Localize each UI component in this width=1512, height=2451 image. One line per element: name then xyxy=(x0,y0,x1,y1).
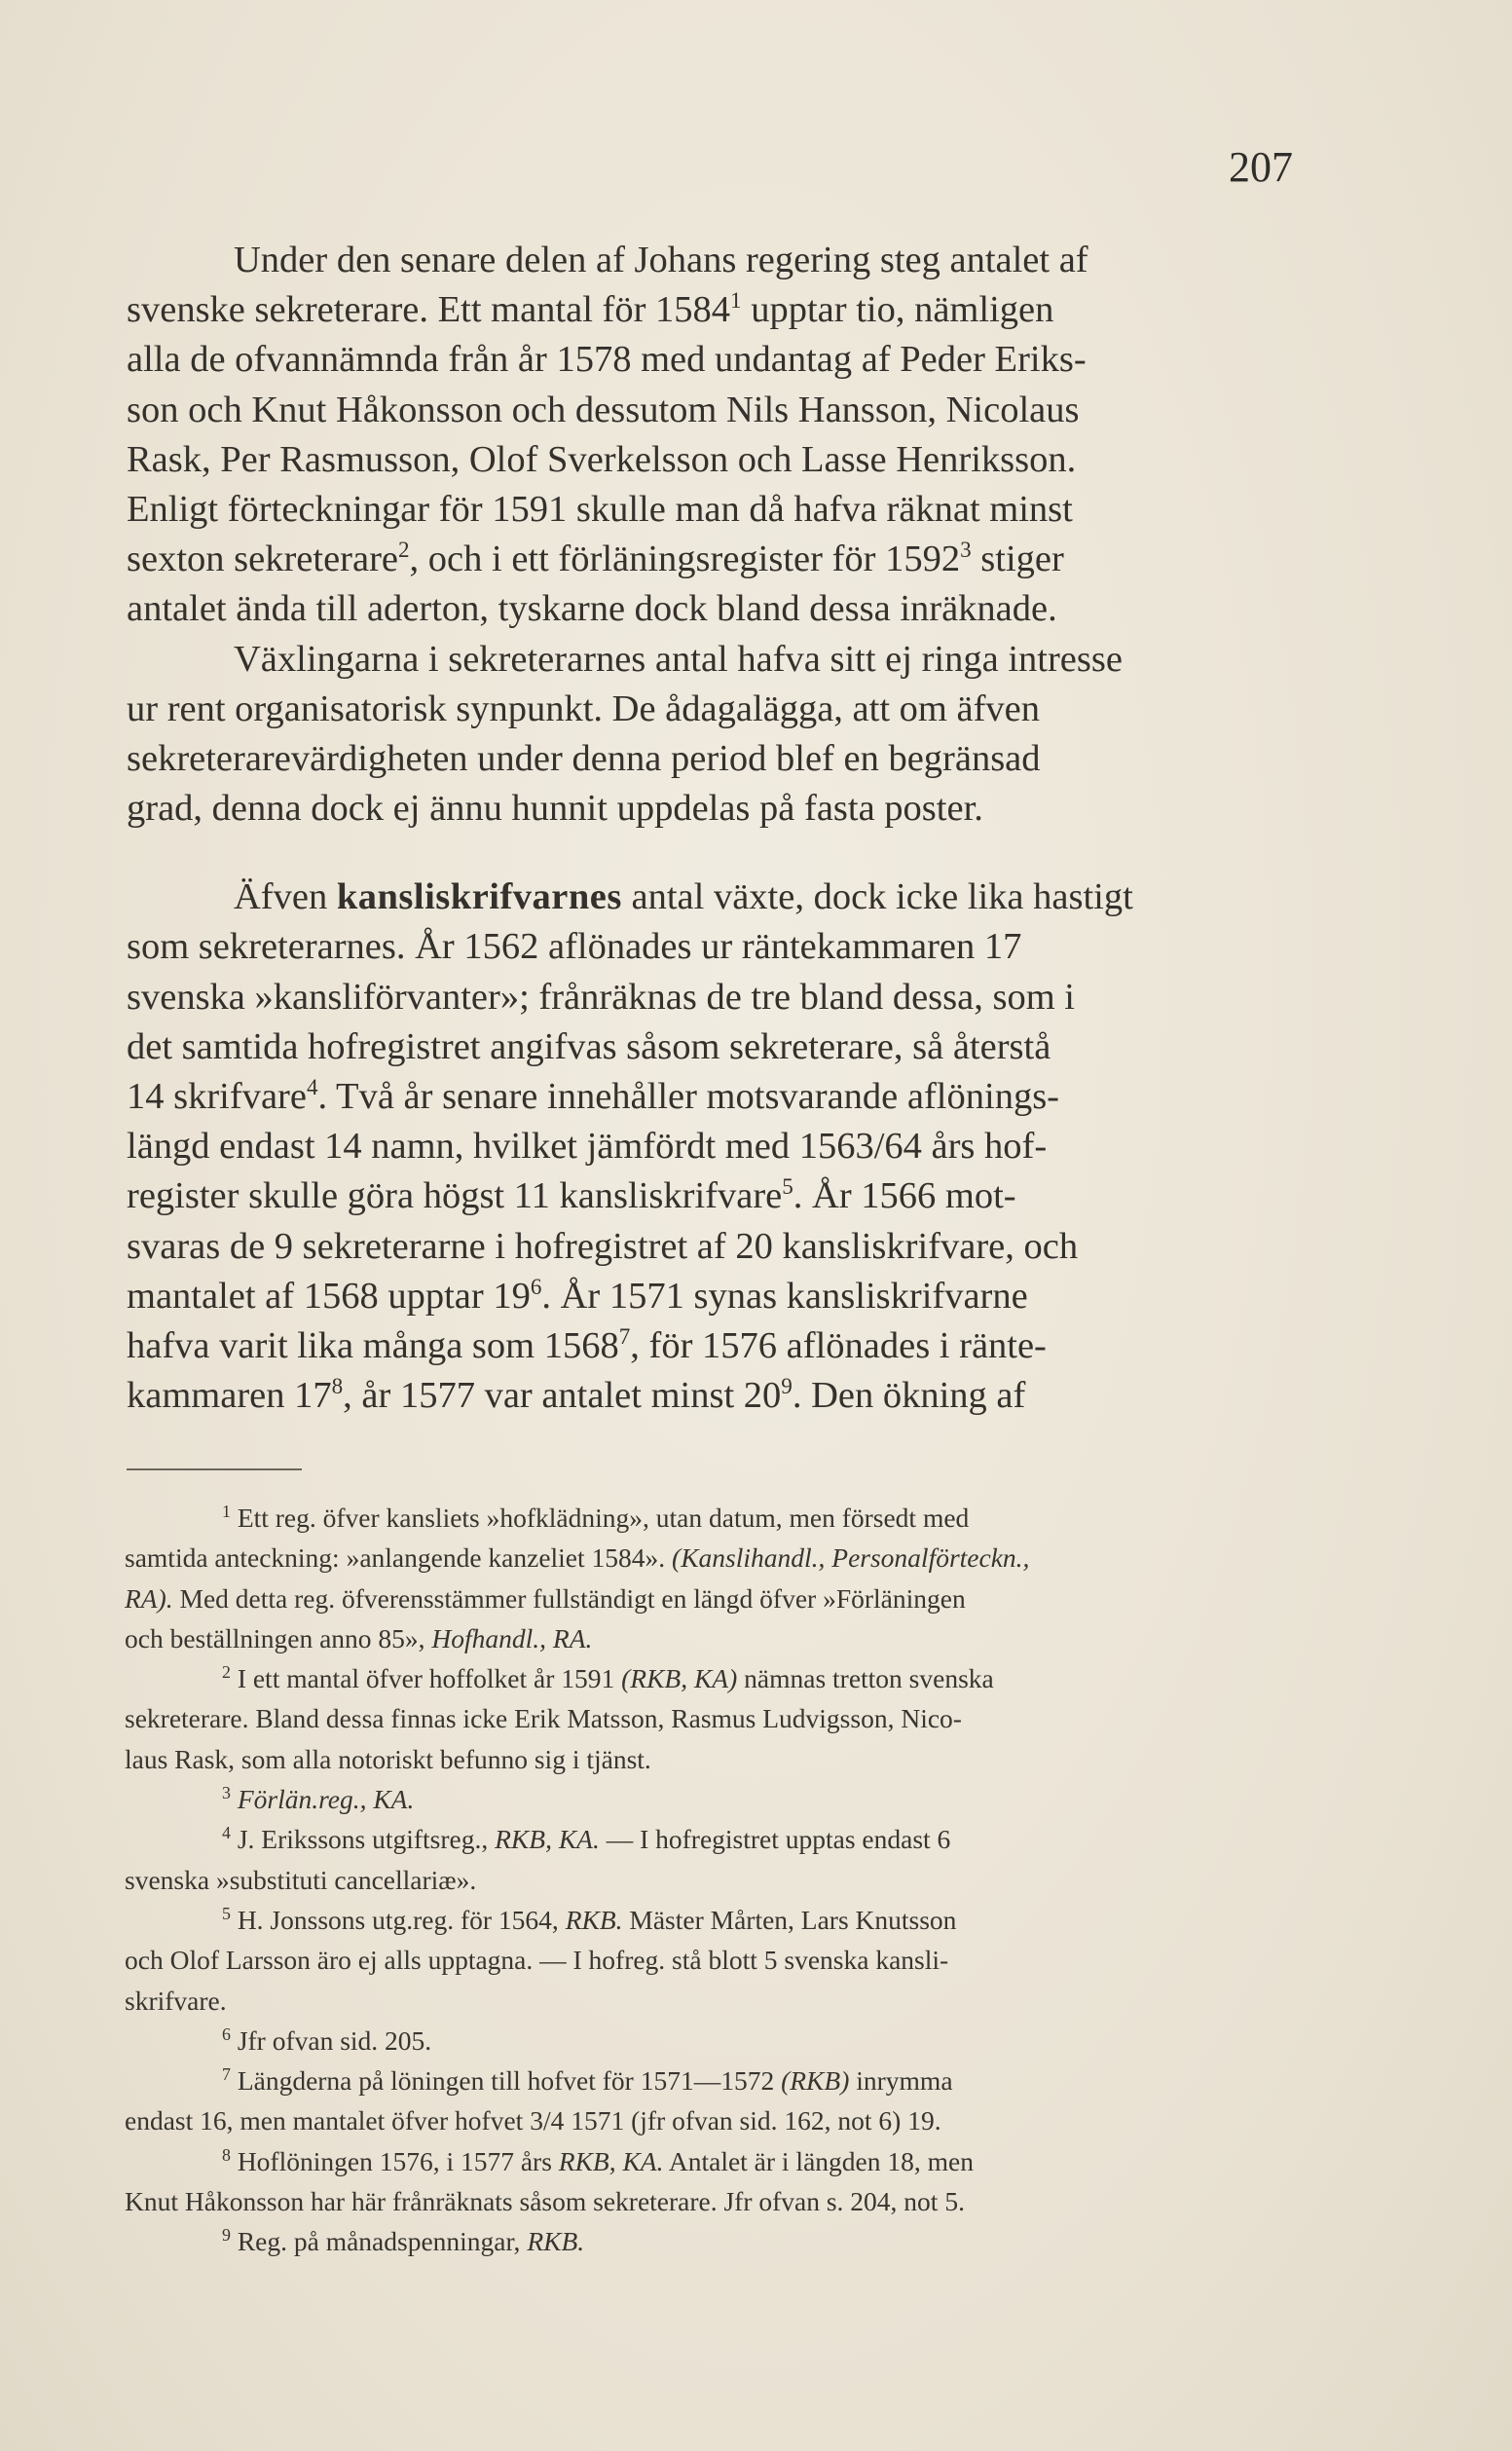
footnote-divider xyxy=(127,1468,302,1470)
text-line: Under den senare delen af Johans regering steg antalet af xyxy=(234,240,1088,280)
footnote-number: 8 xyxy=(222,2144,231,2165)
text-line: grad, denna dock ej ännu hunnit uppdelas på fasta poster. xyxy=(127,788,983,830)
footnote-number: 1 xyxy=(222,1501,231,1521)
footnote-ref: 8 xyxy=(331,1373,344,1399)
text-line: Rask, Per Rasmusson, Olof Sverkelsson och Lasse Henriksson. xyxy=(127,438,1077,480)
footnote-ref: 9 xyxy=(781,1373,793,1399)
footnote-line: $^8$ Hoflöningen 1576, i 1577 års RKB, KA. Antalet är i längden 18, men xyxy=(222,2144,974,2176)
footnote-line: och Olof Larsson äro ej alls upptagna. — I hofreg. stå blott 5 svenska kansli- xyxy=(125,1945,949,1976)
footnotes xyxy=(125,1498,1337,2262)
footnote-ref: 7 xyxy=(618,1323,631,1350)
footnote-ref: 3 xyxy=(960,537,972,563)
footnote-line: svenska »substituti cancellariæ». xyxy=(125,1864,477,1895)
text-line: register skulle göra högst 11 kansliskrifvare$^5$. År 1566 mot- xyxy=(127,1173,1016,1217)
fraction: 3/4 xyxy=(530,2105,565,2136)
footnote-ref: 5 xyxy=(782,1173,793,1200)
text-line: sekreterarevärdigheten under denna period blef en begränsad xyxy=(127,737,1041,779)
text-line: sexton sekreterare$^2$, och i ett förläningsregister för 1592$^3$ stiger xyxy=(127,537,1064,580)
footnote-number: 4 xyxy=(222,1823,231,1843)
main-text xyxy=(127,236,1334,1421)
text-line: det samtida hofregistret angifvas såsom sekreterare, så återstå xyxy=(127,1025,1051,1067)
footnote-line: $^3$ Förlän.reg., KA. xyxy=(222,1782,415,1815)
footnote-number: 9 xyxy=(222,2225,231,2246)
footnote-line: $^7$ Längderna på löningen till hofvet för 1571—1572 (RKB) inrymma xyxy=(222,2064,953,2097)
text-line: hafva varit lika många som 1568$^7$, för 1576 aflönades i ränte- xyxy=(127,1323,1047,1366)
footnote-line: skrifvare. xyxy=(125,1985,227,2016)
footnote-number: 3 xyxy=(222,1782,231,1802)
footnote-ref: 2 xyxy=(397,537,410,563)
footnote-line: sekreterare. Bland dessa finnas icke Erik Matsson, Rasmus Ludvigsson, Nico- xyxy=(125,1703,962,1734)
text-line: längd endast 14 namn, hvilket jämfördt med 1563/64 års hof- xyxy=(127,1126,1048,1168)
footnote-ref: 1 xyxy=(730,287,742,314)
footnote-number: 2 xyxy=(222,1662,231,1683)
text-line: kammaren $17^8$, år 1577 var antalet minst $20^9$. Den ökning af xyxy=(127,1373,1026,1417)
footnote-line: RA). Med detta reg. öfverensstämmer fullständigt en längd öfver »Förläningen xyxy=(125,1582,966,1614)
text-line: son och Knut Håkonsson och dessutom Nils Hansson, Nicolaus xyxy=(127,389,1080,430)
footnote-line: $^2$ I ett mantal öfver hoffolket år 1591 (RKB, KA) nämnas tretton svenska xyxy=(222,1662,994,1694)
footnote-number: 5 xyxy=(222,1903,231,1923)
footnote-ref: 4 xyxy=(306,1074,318,1100)
footnote-line: Knut Håkonsson har här frånräknats såsom sekreterare. Jfr ofvan s. 204, not 5. xyxy=(125,2186,965,2217)
footnote-line: $^1$ Ett reg. öfver kansliets »hofklädning», utan datum, men försedt med xyxy=(222,1501,970,1533)
footnote-number: 7 xyxy=(222,2064,231,2084)
footnote-line: och beställningen anno 85», Hofhandl., RA. xyxy=(125,1622,593,1653)
footnote-ref: 6 xyxy=(530,1273,542,1299)
footnote-line: endast 16, men mantalet öfver hofvet 3/4 1571 (jfr ofvan sid. 162, not 6) 19. xyxy=(125,2105,941,2136)
footnote-line: $^9$ Reg. på månadspenningar, RKB. xyxy=(222,2225,585,2257)
text-line: 14 skrifvare$^4$. Två år senare innehåller motsvarande aflönings- xyxy=(127,1074,1060,1117)
text-line: alla de ofvannämnda från år 1578 med undantag af Peder Eriks- xyxy=(127,339,1087,381)
text-line: svaras de 9 sekreterarne i hofregistret af 20 kansliskrifvare, och xyxy=(127,1225,1079,1267)
footnote-line: $^6$ Jfr ofvan sid. 205. xyxy=(222,2024,432,2056)
footnote-line: $^5$ H. Jonssons utg.reg. för 1564, RKB. Mäster Mårten, Lars Knutsson xyxy=(222,1903,957,1935)
footnote-line: samtida anteckning: »anlangende kanzeliet 1584». (Kanslihandl., Personalförteckn., xyxy=(125,1542,1030,1574)
text-line: som sekreterarnes. År 1562 aflönades ur räntekammaren 17 xyxy=(127,926,1022,968)
emphasis-term: kansliskrifvarnes xyxy=(336,876,622,918)
text-line: Äfven kansliskrifvarnes antal växte, dock icke lika hastigt xyxy=(234,876,1133,918)
paragraph-gap xyxy=(127,834,1334,873)
text-line: ur rent organisatorisk synpunkt. De ådagalägga, att om äfven xyxy=(127,687,1040,729)
footnote-number: 6 xyxy=(222,2024,231,2044)
text-line: Enligt förteckningar för 1591 skulle man då hafva räknat minst xyxy=(127,488,1073,530)
page-number: 207 xyxy=(1229,143,1293,191)
text-line: Växlingarna i sekreterarnes antal hafva sitt ej ringa intresse xyxy=(234,638,1123,680)
footnote-line: laus Rask, som alla notoriskt befunno sig i tjänst. xyxy=(125,1743,651,1774)
text-line: antalet ända till aderton, tyskarne dock bland dessa inräknade. xyxy=(127,588,1057,630)
text-line: mantalet af 1568 upptar $19^6$. År 1571 synas kansliskrifvarne xyxy=(127,1273,1028,1317)
text-line: svenska »kansliförvanter»; frånräknas de tre bland dessa, som i xyxy=(127,976,1075,1018)
footnote-line: $^4$ J. Erikssons utgiftsreg., RKB, KA. — I hofregistret upptas endast 6 xyxy=(222,1823,951,1855)
text-line: svenske sekreterare. Ett mantal för 1584$^1$ upptar tio, nämligen xyxy=(127,287,1054,331)
